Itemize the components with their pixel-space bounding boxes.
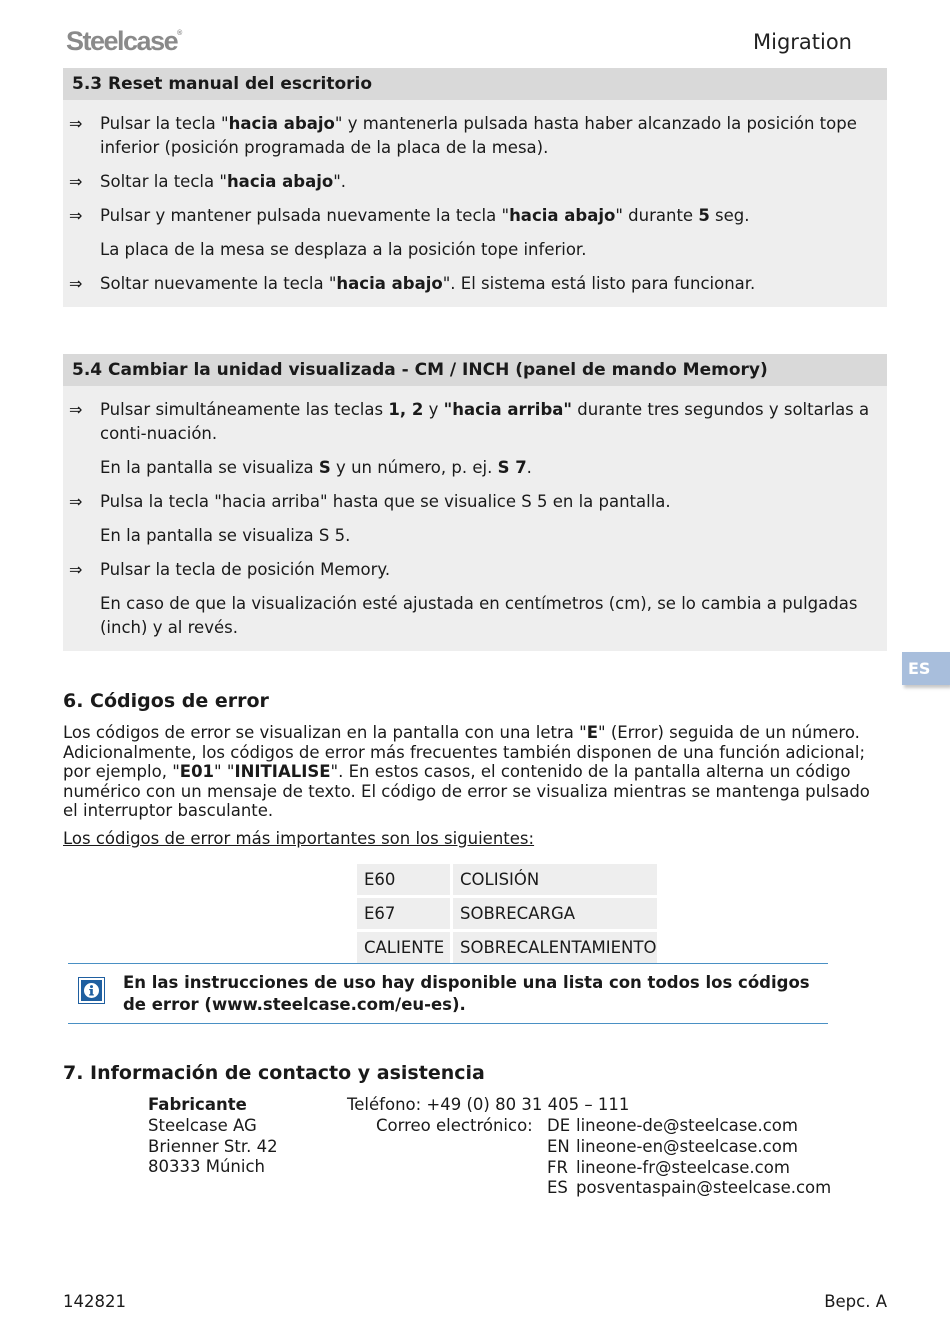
table-row xyxy=(357,898,657,929)
arrow-icon: ⇒ xyxy=(69,206,83,225)
section-5-4 xyxy=(63,354,887,651)
email-link[interactable]: lineone-fr@steelcase.com xyxy=(576,1157,790,1177)
error-codes-intro: Los códigos de error más importantes son los siguientes: xyxy=(63,829,535,848)
address-line: Brienner Str. 42 xyxy=(148,1136,278,1156)
arrow-icon: ⇒ xyxy=(69,114,83,133)
info-icon xyxy=(79,978,104,1003)
info-note xyxy=(68,963,828,1024)
error-codes-description: Los códigos de error se visualizan en la pantalla con una letra "E" (Error) seguida de un número. Adicionalmente, los códigos de error más frecuentes también disponen de una función adicional; por ejemplo, "E01" "INITIALISE". En estos casos, el contenido de la pantalla alterna un código numérico con un mensaje de texto. El código de error se visualiza mientras se mantenga pulsado el interruptor basculante. xyxy=(63,723,870,821)
step-text: Pulsar la tecla de posición Memory. xyxy=(100,560,391,579)
step-text: Pulsar y mantener pulsada nuevamente la tecla "hacia abajo" durante 5 seg. xyxy=(100,206,750,225)
section-5-3 xyxy=(63,68,887,307)
section-5-4-heading: 5.4 Cambiar la unidad visualizada - CM / INCH (panel de mando Memory) xyxy=(63,354,887,386)
email-link[interactable]: posventaspain@steelcase.com xyxy=(576,1178,832,1198)
step-item xyxy=(63,398,875,446)
step-text: En caso de que la visualización esté ajustada en centímetros (cm), se lo cambia a pulgadas (inch) y al revés. xyxy=(100,594,858,637)
step-text: Pulsar simultáneamente las teclas 1, 2 y "hacia arriba" durante tres segundos y soltarlas a conti-nuación. xyxy=(100,400,870,443)
error-meaning-cell: COLISIÓN xyxy=(453,864,657,895)
step-result xyxy=(63,592,875,640)
email-row xyxy=(547,1158,831,1179)
arrow-icon: ⇒ xyxy=(69,274,83,293)
step-item xyxy=(63,112,875,160)
error-code-cell: CALIENTE xyxy=(357,932,450,963)
arrow-icon: ⇒ xyxy=(69,492,83,511)
phone-number: Teléfono: +49 (0) 80 31 405 – 111 xyxy=(347,1095,630,1114)
step-text: Pulsar la tecla "hacia abajo" y mantenerla pulsada hasta haber alcanzado la posición tope inferior (posición programada de la placa de la mesa). xyxy=(100,114,857,157)
email-lang: EN xyxy=(547,1136,570,1156)
arrow-icon: ⇒ xyxy=(69,560,83,579)
arrow-icon: ⇒ xyxy=(69,172,83,191)
email-lang: DE xyxy=(547,1116,571,1135)
error-meaning-cell: SOBRECALENTAMIENTO xyxy=(453,932,657,963)
revision-label: Верс. A xyxy=(824,1292,887,1311)
email-link[interactable]: lineone-de@steelcase.com xyxy=(576,1116,798,1135)
address-line: Steelcase AG xyxy=(148,1115,257,1135)
steelcase-logo: Steelcase® xyxy=(66,26,183,56)
step-text: En la pantalla se visualiza S 5. xyxy=(100,526,351,545)
email-label: Correo electrónico: xyxy=(376,1116,533,1135)
registered-mark: ® xyxy=(177,30,183,37)
arrow-icon: ⇒ xyxy=(69,400,83,419)
manufacturer-block xyxy=(148,1095,278,1178)
error-code-cell: E60 xyxy=(357,864,450,895)
section-7-heading: 7. Información de contacto y asistencia xyxy=(63,1062,485,1084)
document-title: Migration xyxy=(752,30,852,54)
error-meaning-cell: SOBRECARGA xyxy=(453,898,657,929)
document-number: 142821 xyxy=(63,1292,126,1311)
manufacturer-label: Fabricante xyxy=(148,1095,247,1114)
email-row xyxy=(547,1116,831,1137)
step-text: Pulsa la tecla "hacia arriba" hasta que se visualice S 5 en la pantalla. xyxy=(100,492,671,511)
section-5-3-heading: 5.3 Reset manual del escritorio xyxy=(63,68,887,100)
step-text: Soltar la tecla "hacia abajo". xyxy=(100,172,347,191)
section-6-heading: 6. Códigos de error xyxy=(63,690,269,712)
language-tab-es: ES xyxy=(902,652,950,685)
email-list xyxy=(547,1116,831,1199)
email-link[interactable]: lineone-en@steelcase.com xyxy=(576,1136,798,1156)
email-row xyxy=(547,1178,831,1199)
error-codes-table xyxy=(354,861,660,966)
table-row xyxy=(357,864,657,895)
email-lang: ES xyxy=(547,1178,568,1198)
email-lang: FR xyxy=(547,1157,568,1177)
address-line: 80333 Múnich xyxy=(148,1157,265,1177)
error-code-cell: E67 xyxy=(357,898,450,929)
email-row xyxy=(547,1137,831,1158)
step-text: Soltar nuevamente la tecla "hacia abajo". El sistema está listo para funcionar. xyxy=(100,274,756,293)
table-row xyxy=(357,932,657,963)
step-text: En la pantalla se visualiza S y un número, p. ej. S 7. xyxy=(100,458,532,477)
info-note-text: En las instrucciones de uso hay disponible una lista con todos los códigos de error (www.steelcase.com/eu-es). xyxy=(123,973,810,1014)
step-text: La placa de la mesa se desplaza a la posición tope inferior. xyxy=(100,240,587,259)
